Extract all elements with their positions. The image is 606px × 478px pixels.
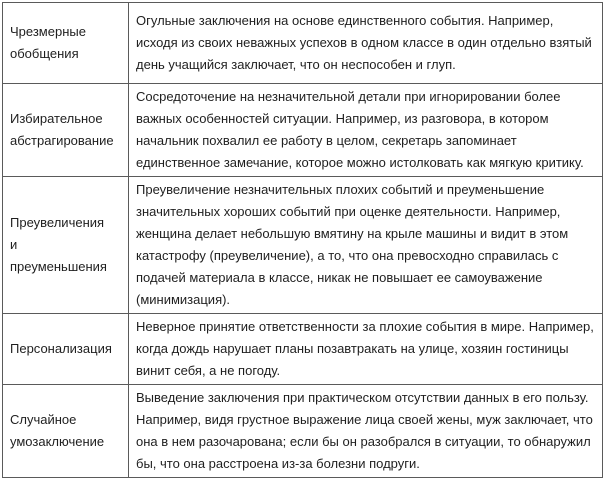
description-cell xyxy=(129,177,603,314)
term-line: и xyxy=(10,237,18,252)
description-cell xyxy=(129,314,603,385)
table-row xyxy=(3,314,603,385)
term-line: Избирательное xyxy=(10,111,103,126)
term-line: абстрагирование xyxy=(10,133,114,148)
description-cell xyxy=(129,84,603,177)
term-line: Случайное xyxy=(10,412,77,427)
term-cell xyxy=(3,177,129,314)
cognitive-distortions-table xyxy=(2,2,603,478)
table-row xyxy=(3,84,603,177)
table-row xyxy=(3,177,603,314)
description-text: Огульные заключения на основе единственного события. Например, исходя из своих неважных успехов в одном классе в один отдельно взятый день учащийся заключает, что он неспособен и глуп. xyxy=(136,13,592,72)
table-row xyxy=(3,3,603,84)
description-text: Сосредоточение на незначительной детали при игнорировании более важных особенностей ситуации. Например, из разговора, в котором начальник похвалил ее работу в целом, секретарь запоминает единственное замечание, которое можно истолковать как мягкую критику. xyxy=(136,89,584,170)
term-cell xyxy=(3,3,129,84)
term-line: Чрезмерные xyxy=(10,24,86,39)
term-line: преуменьшения xyxy=(10,259,107,274)
term-cell xyxy=(3,84,129,177)
term-cell xyxy=(3,314,129,385)
description-text: Преувеличение незначительных плохих событий и преуменьшение значительных хороших событий при оценке деятельности. Например, женщина делает небольшую вмятину на крыле машины и видит в этом катастрофу (преувеличение), а то, что она превосходно справилась с подачей материала в классе, никак не повышает ее самоуважение (минимизация). xyxy=(136,182,569,307)
description-cell xyxy=(129,3,603,84)
description-text: Выведение заключения при практическом отсутствии данных в его пользу. Например, видя грустное выражение лица своей жены, муж заключает, что она в нем разочарована; если бы он разобрался в ситуации, то обнаружил бы, что она расстроена из-за болезни подруги. xyxy=(136,390,593,471)
description-text: Неверное принятие ответственности за плохие события в мире. Например, когда дождь нарушает планы позавтракать на улице, хозяин гостиницы винит себя, а не погоду. xyxy=(136,319,594,378)
term-line: Персонализация xyxy=(10,341,112,356)
term-line: обобщения xyxy=(10,46,79,61)
term-line: Преувеличения xyxy=(10,215,105,230)
term-line: умозаключение xyxy=(10,434,105,449)
